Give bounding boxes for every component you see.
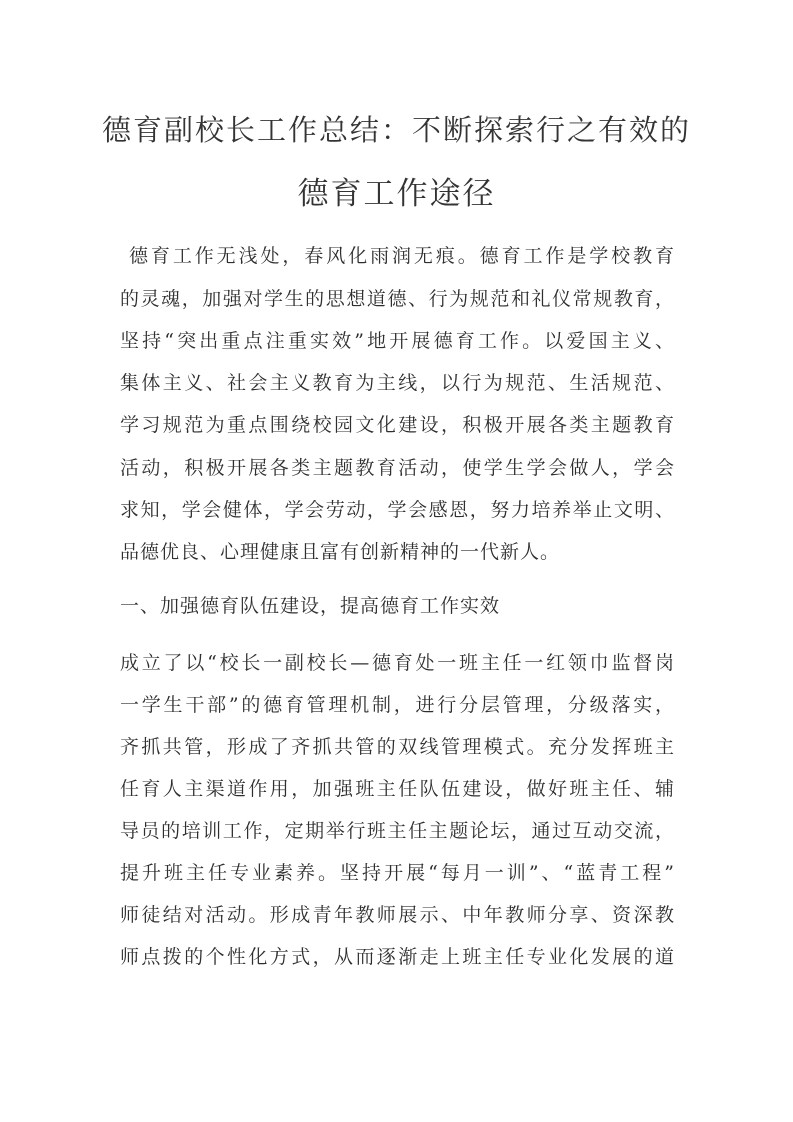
- intro-paragraph-line: 集体主义、社会主义教育为主线，以行为规范、生活规范、: [120, 372, 675, 394]
- intro-paragraph-line: 学习规范为重点围绕校园文化建设，积极开展各类主题教育: [120, 414, 675, 436]
- section-paragraph-line: 导员的培训工作，定期举行班主任主题论坛，通过互动交流，: [120, 820, 675, 842]
- section-paragraph-line: 齐抓共管，形成了齐抓共管的双线管理模式。充分发挥班主: [120, 736, 675, 758]
- section-paragraph-line: 师点拨的个性化方式，从而逐渐走上班主任专业化发展的道: [120, 946, 675, 968]
- section-paragraph-line: 一学生干部”的德育管理机制，进行分层管理，分级落实，: [120, 694, 675, 716]
- document-title-line-1: 德育副校长工作总结：不断探索行之有效的: [101, 113, 691, 147]
- intro-paragraph-line: 求知，学会健体，学会劳动，学会感恩，努力培养举止文明、: [120, 499, 675, 521]
- intro-paragraph-line: 活动，积极开展各类主题教育活动，使学生学会做人，学会: [120, 457, 675, 479]
- section-paragraph-line: 提升班主任专业素养。坚持开展“每月一训”、“蓝青工程”: [120, 862, 675, 884]
- intro-paragraph-line: 的灵魂，加强对学生的思想道德、行为规范和礼仪常规教育，: [120, 288, 675, 310]
- intro-paragraph-line: 德育工作无浅处，春风化雨润无痕。德育工作是学校教育: [129, 245, 675, 267]
- intro-paragraph-line: 品德优良、心理健康且富有创新精神的一代新人。: [120, 541, 561, 563]
- section-paragraph-line: 成立了以“校长一副校长—德育处一班主任一红领巾监督岗: [120, 652, 675, 674]
- section-paragraph-line: 任育人主渠道作用，加强班主任队伍建设，做好班主任、辅: [120, 778, 675, 800]
- document-title-line-2: 德育工作途径: [297, 176, 496, 212]
- intro-paragraph-line: 坚持“突出重点注重实效”地开展德育工作。以爱国主义、: [120, 330, 675, 352]
- section-paragraph-line: 师徒结对活动。形成青年教师展示、中年教师分享、资深教: [120, 904, 675, 926]
- section-heading: 一、加强德育队伍建设，提高德育工作实效: [120, 595, 501, 617]
